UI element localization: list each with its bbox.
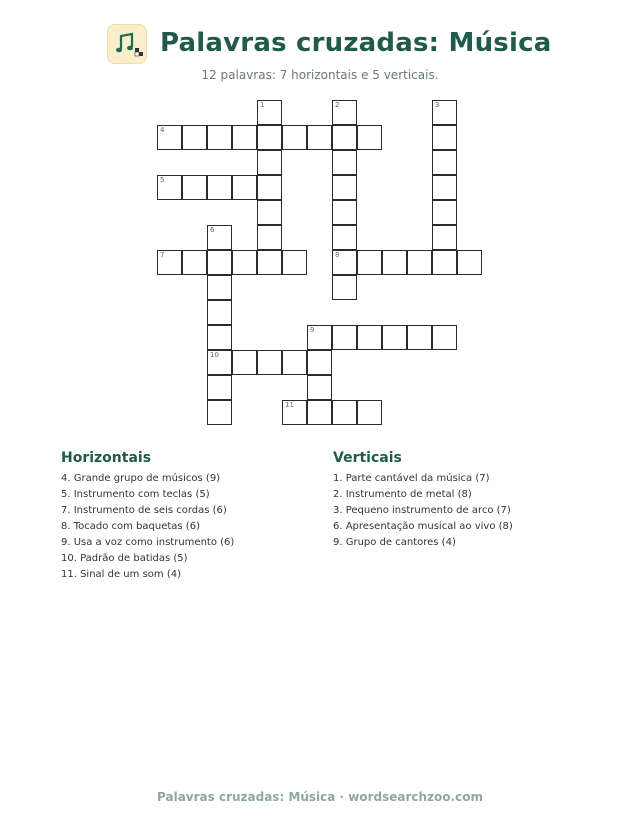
grid-cell[interactable] (257, 175, 282, 200)
clue-number: 1 (260, 101, 265, 109)
grid-cell[interactable] (332, 325, 357, 350)
grid-cell[interactable] (432, 250, 457, 275)
clue-number: 8 (335, 251, 340, 259)
grid-cell[interactable] (432, 150, 457, 175)
grid-cell[interactable] (332, 175, 357, 200)
grid-cell[interactable] (157, 250, 182, 275)
grid-cell[interactable] (182, 125, 207, 150)
grid-cell[interactable] (207, 125, 232, 150)
down-clue-list (333, 471, 513, 551)
grid-cell[interactable] (232, 125, 257, 150)
grid-cell[interactable] (207, 400, 232, 425)
grid-cell[interactable] (282, 125, 307, 150)
across-clue: 5. Instrumento com teclas (5) (61, 489, 210, 500)
grid-cell[interactable] (357, 125, 382, 150)
grid-cell[interactable] (257, 100, 282, 125)
grid-cell[interactable] (307, 125, 332, 150)
clue-number: 7 (160, 251, 165, 259)
down-clue: 6. Apresentação musical ao vivo (8) (333, 521, 513, 532)
footer: Palavras cruzadas: Música · wordsearchzoo.com (157, 790, 483, 804)
clue-number: 3 (435, 101, 440, 109)
grid-cell[interactable] (332, 275, 357, 300)
grid-cell[interactable] (407, 250, 432, 275)
grid-cell[interactable] (182, 250, 207, 275)
grid-cell[interactable] (382, 250, 407, 275)
grid-cell[interactable] (332, 150, 357, 175)
grid-cell[interactable] (307, 400, 332, 425)
grid-cell[interactable] (432, 175, 457, 200)
clue-number: 10 (210, 351, 219, 359)
down-clue: 2. Instrumento de metal (8) (333, 489, 472, 500)
grid-cell[interactable] (457, 250, 482, 275)
grid-cell[interactable] (332, 200, 357, 225)
grid-cell[interactable] (232, 250, 257, 275)
grid-cell[interactable] (332, 400, 357, 425)
grid-cell[interactable] (232, 175, 257, 200)
down-clue: 1. Parte cantável da música (7) (333, 473, 490, 484)
down-clue: 3. Pequeno instrumento de arco (7) (333, 505, 511, 516)
grid-cell[interactable] (332, 125, 357, 150)
grid-cell[interactable] (257, 200, 282, 225)
grid-cell[interactable] (307, 325, 332, 350)
grid-cell[interactable] (157, 125, 182, 150)
across-title: Horizontais (61, 450, 152, 466)
grid-cell[interactable] (282, 250, 307, 275)
grid-cell[interactable] (207, 375, 232, 400)
grid-cell[interactable] (232, 350, 257, 375)
grid-cell[interactable] (432, 225, 457, 250)
grid-cell[interactable] (207, 275, 232, 300)
clue-number: 5 (160, 176, 165, 184)
grid-cell[interactable] (157, 175, 182, 200)
grid-cell[interactable] (257, 150, 282, 175)
across-clue-list (61, 471, 234, 583)
grid-cell[interactable] (382, 325, 407, 350)
across-clue: 11. Sinal de um som (4) (61, 569, 181, 580)
grid-cell[interactable] (257, 125, 282, 150)
grid-cell[interactable] (257, 350, 282, 375)
grid-cell[interactable] (307, 350, 332, 375)
clue-number: 11 (285, 401, 294, 409)
grid-cell[interactable] (332, 225, 357, 250)
grid-cell[interactable] (432, 100, 457, 125)
grid-cell[interactable] (357, 400, 382, 425)
grid-cell[interactable] (432, 125, 457, 150)
page-subtitle: 12 palavras: 7 horizontais e 5 verticais. (201, 68, 439, 82)
across-clue: 4. Grande grupo de músicos (9) (61, 473, 221, 484)
grid-cell[interactable] (332, 250, 357, 275)
grid-cell[interactable] (357, 250, 382, 275)
grid-cell[interactable] (282, 350, 307, 375)
clue-number: 2 (335, 101, 340, 109)
across-clue: 10. Padrão de batidas (5) (61, 553, 188, 564)
grid-cell[interactable] (207, 325, 232, 350)
down-clue: 9. Grupo de cantores (4) (333, 537, 456, 548)
grid-cell[interactable] (357, 325, 382, 350)
grid-cell[interactable] (332, 100, 357, 125)
down-title: Verticais (333, 450, 402, 466)
clue-number: 9 (310, 326, 315, 334)
clue-number: 6 (210, 226, 215, 234)
across-clue: 8. Tocado com baquetas (6) (61, 521, 200, 532)
grid-cell[interactable] (257, 250, 282, 275)
page-title: Palavras cruzadas: Música (160, 28, 552, 58)
grid-cell[interactable] (207, 300, 232, 325)
across-clue: 9. Usa a voz como instrumento (6) (61, 537, 235, 548)
grid-cell[interactable] (257, 225, 282, 250)
grid-cell[interactable] (207, 350, 232, 375)
grid-cell[interactable] (407, 325, 432, 350)
grid-cell[interactable] (182, 175, 207, 200)
grid-cell[interactable] (207, 175, 232, 200)
grid-cell[interactable] (282, 400, 307, 425)
grid-cell[interactable] (432, 200, 457, 225)
grid-cell[interactable] (432, 325, 457, 350)
clue-number: 4 (160, 126, 165, 134)
grid-cell[interactable] (307, 375, 332, 400)
across-clue: 7. Instrumento de seis cordas (6) (61, 505, 227, 516)
grid-cell[interactable] (207, 250, 232, 275)
grid-cell[interactable] (207, 225, 232, 250)
